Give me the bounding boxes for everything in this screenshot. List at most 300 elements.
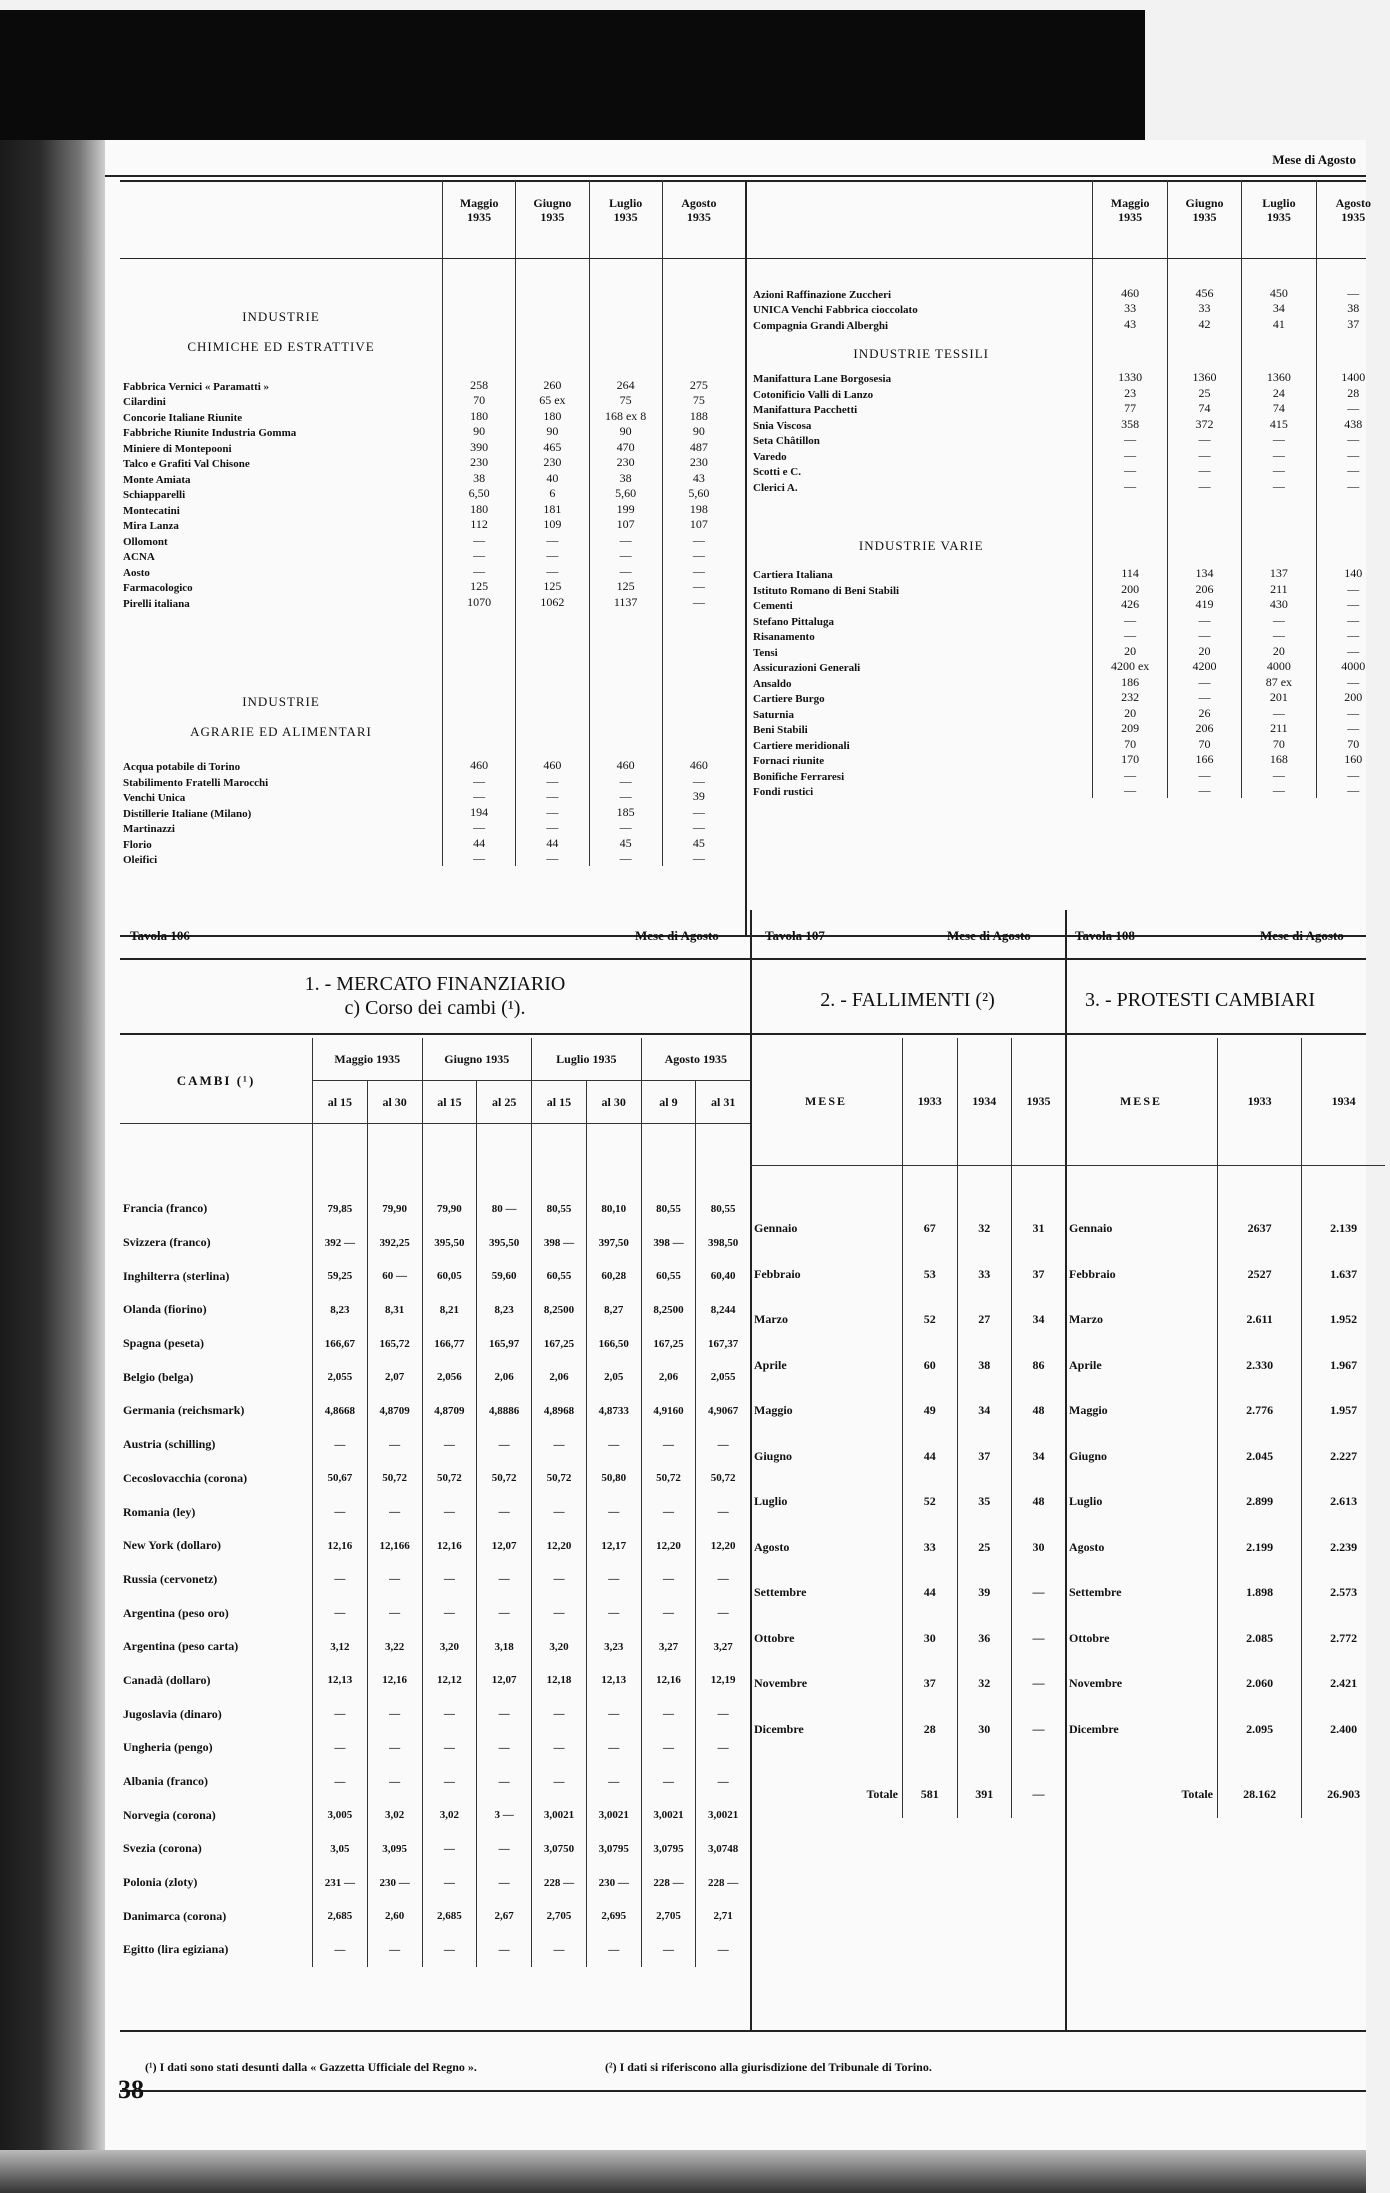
rate-value: 60 — [367, 1259, 422, 1293]
count-value: 1.952 [1302, 1297, 1385, 1343]
table-row [120, 1899, 750, 1933]
rate-value: 80,55 [532, 1192, 587, 1226]
count-value: 32 [957, 1206, 1012, 1252]
table-row [120, 1293, 750, 1327]
caption-spacer [516, 680, 589, 710]
spacer-cell [750, 362, 1093, 370]
rate-value: — [696, 1563, 750, 1597]
tess-company-value: 438 [1316, 416, 1390, 432]
rate-value: 4,8668 [313, 1394, 368, 1428]
table-row [120, 1259, 750, 1293]
spacer-cell [750, 1166, 903, 1207]
rate-value: 2,705 [532, 1899, 587, 1933]
rate-value: 3,095 [367, 1832, 422, 1866]
count-value: 2.139 [1302, 1206, 1385, 1252]
table-row [750, 721, 1390, 737]
month-name: Febbraio [1069, 1266, 1116, 1281]
rate-value: 2,71 [696, 1899, 750, 1933]
count-value: 1.957 [1302, 1388, 1385, 1434]
agr-company-value: — [662, 820, 735, 836]
var-company-value: 134 [1167, 566, 1241, 582]
rate-value: 4,8709 [422, 1394, 477, 1428]
table-row [120, 532, 735, 548]
table-row [1065, 1661, 1385, 1707]
t107-col-mese: MESE [750, 1038, 903, 1166]
rate-value: 165,72 [367, 1327, 422, 1361]
chim-company-value: 90 [662, 424, 735, 440]
chim-company-value: 65 ex [516, 393, 589, 409]
rate-value: 2,695 [586, 1899, 641, 1933]
spacer-cell [1167, 554, 1241, 566]
chim-company-name: Monte Amiata [123, 473, 191, 486]
spacer-cell [422, 1124, 477, 1193]
chim-company-value: — [662, 594, 735, 610]
currency-name: Romania (ley) [123, 1504, 196, 1519]
agr-company-value: 460 [662, 758, 735, 774]
month-name: Gennaio [1069, 1221, 1113, 1236]
caption-spacer [662, 325, 735, 355]
t107-month: Mese di Agosto [947, 928, 1031, 943]
rate-value: 166,50 [586, 1327, 641, 1361]
agr-title-2: AGRARIE ED ALIMENTARI [190, 723, 372, 739]
var-company-value: — [1316, 674, 1390, 690]
var-company-value: — [1316, 581, 1390, 597]
right-company-value: 456 [1167, 285, 1241, 301]
tess-company-value: — [1242, 463, 1316, 479]
spacer-cell [750, 1752, 903, 1772]
agr-company-name: Stabilimento Fratelli Marocchi [123, 776, 269, 789]
table-row [120, 1664, 750, 1698]
chim-company-value: 180 [443, 408, 516, 424]
footnote-106: (¹) I dati sono stati desunti dalla « Gazzetta Ufficiale del Regno ». [145, 2060, 477, 2074]
count-value: 36 [957, 1616, 1012, 1662]
spacer-cell [662, 240, 735, 295]
spacer-cell [367, 1124, 422, 1193]
currency-name: Norvegia (corona) [123, 1807, 216, 1822]
right-company-value: 460 [1093, 285, 1167, 301]
caption-spacer [662, 680, 735, 710]
count-value: 2.772 [1302, 1616, 1385, 1662]
rate-value: — [422, 1697, 477, 1731]
rate-value: — [696, 1765, 750, 1799]
rate-value: — [422, 1596, 477, 1630]
spacer-cell [1167, 362, 1241, 370]
chim-company-value: — [589, 563, 662, 579]
chim-company-value: 5,60 [662, 486, 735, 502]
caption-spacer [516, 325, 589, 355]
spacer-cell [443, 355, 516, 377]
t106-title [120, 972, 750, 1020]
chim-company-value: 1137 [589, 594, 662, 610]
count-value: 33 [957, 1252, 1012, 1298]
rate-value: — [696, 1933, 750, 1967]
rate-value: 3,0021 [532, 1798, 587, 1832]
caption-spacer [516, 295, 589, 325]
chim-company-name: Mira Lanza [123, 520, 179, 532]
rate-value: 3,20 [422, 1630, 477, 1664]
spacer-row [750, 240, 1390, 285]
table-row [750, 385, 1390, 401]
rate-value: 231 — [313, 1866, 368, 1900]
currency-name: Ungheria (pengo) [123, 1740, 213, 1755]
rate-value: 3,27 [641, 1630, 696, 1664]
spacer-row [1065, 1752, 1385, 1772]
spacer-cell [586, 1124, 641, 1193]
chim-company-value: — [662, 548, 735, 564]
var-company-value: 430 [1242, 597, 1316, 613]
count-value: 2.199 [1218, 1525, 1302, 1571]
rate-value: — [532, 1495, 587, 1529]
rate-value: — [586, 1697, 641, 1731]
var-company-value: 211 [1242, 581, 1316, 597]
t108-table [1065, 1038, 1366, 1818]
rate-value: — [477, 1731, 532, 1765]
table-row [120, 789, 735, 805]
rate-value: — [422, 1866, 477, 1900]
tess-company-value: — [1316, 463, 1390, 479]
month-name: Gennaio [754, 1221, 798, 1236]
rate-value: 50,72 [422, 1462, 477, 1496]
rate-value: 230 — [586, 1866, 641, 1900]
table-row [750, 690, 1390, 706]
chim-company-value: 38 [589, 470, 662, 486]
agr-company-value: 39 [662, 789, 735, 805]
var-company-value: — [1167, 674, 1241, 690]
var-company-value: — [1316, 767, 1390, 783]
month-name: Novembre [754, 1676, 808, 1691]
table-row [120, 1462, 750, 1496]
rate-value: 60,40 [696, 1259, 750, 1293]
rate-value: — [422, 1832, 477, 1866]
table-row [120, 1933, 750, 1967]
chim-company-value: 180 [516, 408, 589, 424]
var-company-value: — [1167, 767, 1241, 783]
caption-spacer [662, 710, 735, 740]
spacer-cell [957, 1752, 1012, 1772]
rate-value: — [477, 1866, 532, 1900]
table-row [1065, 1297, 1385, 1343]
var-company-name: Istituto Romano di Beni Stabili [753, 584, 900, 597]
var-company-value: — [1093, 612, 1167, 628]
rate-value: 12,16 [641, 1664, 696, 1698]
t106-subcol: al 30 [367, 1081, 422, 1124]
chim-company-value: 258 [443, 377, 516, 393]
rate-value: 392,25 [367, 1226, 422, 1260]
var-company-value: 4000 [1316, 659, 1390, 675]
chim-company-name: Schiapparelli [123, 489, 186, 501]
spacer-cell [589, 610, 662, 680]
title-under-rule [120, 1033, 1366, 1035]
scan-bottom-edge [0, 2150, 1366, 2193]
table-row [750, 705, 1390, 721]
chim-company-name: Montecatini [123, 504, 180, 517]
right-company-value: 33 [1093, 301, 1167, 317]
spacer-row [120, 240, 735, 295]
rate-value: 3,0750 [532, 1832, 587, 1866]
rate-value: 398 — [641, 1226, 696, 1260]
var-company-name: Cartiere meridionali [753, 739, 850, 752]
chim-company-value: 181 [516, 501, 589, 517]
count-value: 2.613 [1302, 1479, 1385, 1525]
spacer-cell [589, 355, 662, 377]
chim-company-value: — [662, 532, 735, 548]
var-company-value: — [1316, 705, 1390, 721]
rate-value: 4,8886 [477, 1394, 532, 1428]
table-row [120, 563, 735, 579]
chim-company-value: 180 [443, 501, 516, 517]
var-company-value: 70 [1167, 736, 1241, 752]
spacer-cell [1167, 494, 1241, 524]
var-company-name: Fondi rustici [753, 786, 814, 798]
table-row [1065, 1707, 1385, 1753]
rate-value: 3,005 [313, 1798, 368, 1832]
rate-value: 2,06 [641, 1360, 696, 1394]
agr-company-value: 460 [443, 758, 516, 774]
var-company-name: Ansaldo [753, 677, 792, 690]
spacer-row [1065, 1166, 1385, 1207]
rate-value: 392 — [313, 1226, 368, 1260]
t106-month-1: Giugno 1935 [422, 1038, 532, 1081]
tess-company-value: — [1316, 478, 1390, 494]
count-value: 2637 [1218, 1206, 1302, 1252]
spacer-cell [662, 610, 735, 680]
footnote-top-rule [120, 2030, 1366, 2032]
col-agosto-right: Agosto 1935 [1316, 180, 1390, 240]
t107-label: Tavola 107 [765, 928, 825, 943]
agr-company-name: Acqua potabile di Torino [123, 761, 241, 773]
rate-value: 12,07 [477, 1664, 532, 1698]
agr-company-value: — [589, 820, 662, 836]
chim-company-value: 230 [589, 455, 662, 471]
rate-value: 228 — [641, 1866, 696, 1900]
var-company-value: — [1093, 628, 1167, 644]
agr-company-value: — [443, 820, 516, 836]
agr-company-name: Martinazzi [123, 823, 175, 835]
rate-value: — [477, 1596, 532, 1630]
spacer-cell [589, 740, 662, 758]
rate-value: 8,31 [367, 1293, 422, 1327]
col-giugno-right: Giugno 1935 [1167, 180, 1241, 240]
count-value: 2.573 [1302, 1570, 1385, 1616]
tess-company-value: 1400 [1316, 370, 1390, 386]
rate-value: — [532, 1596, 587, 1630]
chim-company-value: 275 [662, 377, 735, 393]
tess-company-value: — [1316, 401, 1390, 417]
table-row [120, 594, 735, 610]
table-row [750, 285, 1390, 301]
agr-company-value: — [516, 804, 589, 820]
spacer-cell [1242, 362, 1316, 370]
rate-value: 2,67 [477, 1899, 532, 1933]
currency-name: New York (dollaro) [123, 1538, 221, 1553]
t106-subcol: al 15 [313, 1081, 368, 1124]
t106-label: Tavola 106 [130, 928, 190, 943]
agr-company-name: Florio [123, 838, 152, 851]
tess-company-value: 74 [1242, 401, 1316, 417]
rate-value: — [477, 1563, 532, 1597]
rate-value: — [586, 1563, 641, 1597]
var-company-value: 186 [1093, 674, 1167, 690]
count-value: 2.060 [1218, 1661, 1302, 1707]
var-company-value: 20 [1093, 705, 1167, 721]
var-company-value: — [1316, 783, 1390, 799]
right-company-value: — [1316, 285, 1390, 301]
table-row [750, 612, 1390, 628]
top-right-table [750, 180, 1371, 798]
agr-company-value: — [516, 820, 589, 836]
rate-value: 2,60 [367, 1899, 422, 1933]
table-row [750, 301, 1390, 317]
table-row [750, 316, 1390, 332]
month-name: Giugno [754, 1448, 793, 1463]
chim-company-name: Pirelli italiana [123, 597, 190, 610]
rate-value: 60,55 [641, 1259, 696, 1293]
month-name: Maggio [754, 1403, 793, 1418]
table-row [750, 597, 1390, 613]
rate-value: — [367, 1933, 422, 1967]
tess-company-value: — [1242, 432, 1316, 448]
agr-company-value: 185 [589, 804, 662, 820]
total-value: 391 [957, 1772, 1012, 1818]
tess-company-value: — [1167, 447, 1241, 463]
spacer-cell [1093, 362, 1167, 370]
currency-name: Svezia (corona) [123, 1841, 202, 1856]
spacer-cell [313, 1124, 368, 1193]
var-company-value: 419 [1167, 597, 1241, 613]
table-row [1065, 1479, 1385, 1525]
agr-company-value: — [662, 804, 735, 820]
rate-value: — [477, 1428, 532, 1462]
rate-value: 80 — [477, 1192, 532, 1226]
table-row [750, 1570, 1065, 1616]
chim-title-1-row [120, 295, 735, 325]
tess-company-value: — [1242, 478, 1316, 494]
table-row [750, 1297, 1065, 1343]
rate-value: 12,166 [367, 1529, 422, 1563]
agr-company-value: 45 [589, 835, 662, 851]
table-row [1065, 1388, 1385, 1434]
chim-company-value: 40 [516, 470, 589, 486]
count-value: 33 [903, 1525, 958, 1571]
count-value: 2.227 [1302, 1434, 1385, 1480]
caption-spacer [662, 295, 735, 325]
right-company-name: UNICA Venchi Fabbrica cioccolato [753, 304, 918, 316]
tess-company-name: Scotti e C. [753, 466, 801, 478]
var-company-value: 206 [1167, 721, 1241, 737]
spacer-cell [1065, 1752, 1218, 1772]
t106-subcol: al 15 [532, 1081, 587, 1124]
t106-subcol: al 9 [641, 1081, 696, 1124]
var-company-value: — [1316, 628, 1390, 644]
chim-company-value: 75 [589, 393, 662, 409]
rate-value: 50,72 [696, 1462, 750, 1496]
t108-month: Mese di Agosto [1260, 928, 1344, 943]
spacer-cell [1316, 494, 1390, 524]
rate-value: 80,55 [641, 1192, 696, 1226]
chim-company-value: — [589, 532, 662, 548]
rate-value: 3,20 [532, 1630, 587, 1664]
count-value: 44 [903, 1570, 958, 1616]
rate-value: 3,0795 [586, 1832, 641, 1866]
rate-value: 2,685 [422, 1899, 477, 1933]
spacer-row [120, 1124, 750, 1193]
count-value: 37 [903, 1661, 958, 1707]
table-row [750, 1661, 1065, 1707]
table-row [120, 424, 735, 440]
spacer-cell [750, 554, 1093, 566]
rate-value: 3,0021 [586, 1798, 641, 1832]
rate-value: 2,06 [477, 1360, 532, 1394]
tess-company-name: Clerici A. [753, 481, 798, 494]
t106-month: Mese di Agosto [635, 928, 719, 943]
chim-company-value: — [516, 563, 589, 579]
table-row [120, 1731, 750, 1765]
chim-company-value: — [443, 563, 516, 579]
tess-company-value: 24 [1242, 385, 1316, 401]
count-value: — [1012, 1661, 1066, 1707]
t106-month-2: Luglio 1935 [532, 1038, 642, 1081]
var-company-value: 160 [1316, 752, 1390, 768]
chim-company-value: — [516, 532, 589, 548]
count-value: 37 [957, 1434, 1012, 1480]
table-row [120, 579, 735, 595]
currency-name: Russia (cervonetz) [123, 1571, 218, 1586]
caption-spacer [443, 710, 516, 740]
var-company-value: — [1242, 628, 1316, 644]
var-company-name: Cartiere Burgo [753, 693, 825, 705]
col-agosto: Agosto 1935 [662, 180, 735, 240]
chim-company-value: 168 ex 8 [589, 408, 662, 424]
total-row [750, 1772, 1065, 1818]
spacer-cell [532, 1124, 587, 1193]
var-company-value: — [1167, 690, 1241, 706]
count-value: 2.776 [1218, 1388, 1302, 1434]
rate-value: 3,02 [367, 1798, 422, 1832]
caption-spacer [443, 295, 516, 325]
spacer-cell [1218, 1752, 1302, 1772]
rate-value: 12,20 [696, 1529, 750, 1563]
spacer-cell [516, 240, 589, 295]
spacer-cell [589, 240, 662, 295]
table-row [750, 447, 1390, 463]
rate-value: 59,60 [477, 1259, 532, 1293]
var-company-value: 426 [1093, 597, 1167, 613]
table-row [120, 501, 735, 517]
rate-value: — [586, 1495, 641, 1529]
var-company-name: Cementi [753, 600, 793, 612]
var-company-name: Tensi [753, 646, 778, 659]
table-row [1065, 1525, 1385, 1571]
chim-company-value: 198 [662, 501, 735, 517]
count-value: 28 [903, 1707, 958, 1753]
caption-spacer [1167, 332, 1241, 362]
chim-company-value: 109 [516, 517, 589, 533]
rate-value: 79,90 [367, 1192, 422, 1226]
var-company-value: — [1242, 612, 1316, 628]
rate-value: 60,05 [422, 1259, 477, 1293]
agr-company-value: — [443, 789, 516, 805]
tess-company-value: — [1167, 463, 1241, 479]
caption-spacer [589, 710, 662, 740]
var-company-value: — [1167, 783, 1241, 799]
table-row [120, 1428, 750, 1462]
spacer-cell [641, 1124, 696, 1193]
table-row [750, 1388, 1065, 1434]
currency-name: Argentina (peso oro) [123, 1605, 229, 1620]
count-value: 35 [957, 1479, 1012, 1525]
count-value: 2.421 [1302, 1661, 1385, 1707]
spacer-cell [1093, 240, 1167, 285]
